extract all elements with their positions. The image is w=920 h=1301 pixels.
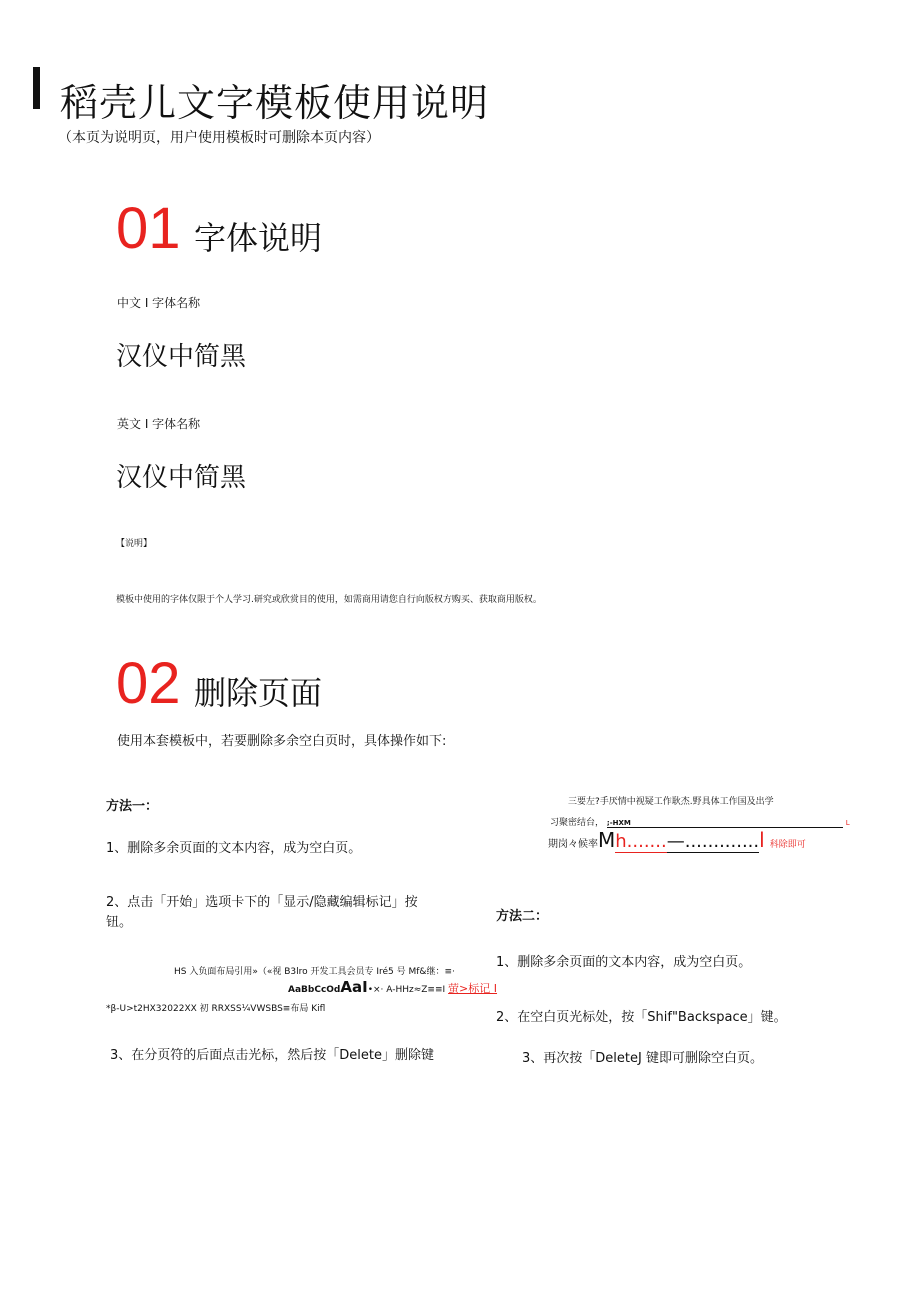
ribbon-style-tail: •×· A-HHz≈Z≡≡I [367,985,446,995]
section-2-number: 02 [116,651,181,716]
right-garble-dash: —............. [666,831,760,852]
method-1-step-2-line-1: 2、点击「开始」选项卡下的「显示/隐藏编辑标记」按 [106,895,418,910]
page-title: 稻壳儿文字模板使用说明 [60,81,490,125]
page-subtitle: （本页为说明页，用户使用模板时可删除本页内容） [58,130,380,146]
section-2-intro: 使用本套模板中，若要删除多余空白页时，具体操作如下: [117,734,447,749]
method-2-step-3: 3、再次按「DeleteJ 键即可删除空白页。 [522,1051,763,1066]
right-garble-line-3 [548,828,806,852]
method-1-step-3: 3、在分页符的后面点击光标，然后按「Delete」删除键 [110,1048,434,1063]
right-garble-code: ;-HXM [607,819,843,828]
ribbon-style-sample: AaBbCcOd [288,985,341,995]
method-1-title: 方法一： [106,799,159,814]
right-garble-prefix: 期岗々候率 [548,839,598,850]
en-font-name: 汉仪中简黑 [116,463,247,493]
ribbon-style-big: AaI [340,978,368,996]
cn-font-name: 汉仪中简黑 [116,342,247,372]
right-garble-delete-hint: 科除即可 [769,840,806,850]
right-garble-red: h....... [615,831,667,852]
section-1-heading: 字体说明 [194,219,323,257]
right-garble-line-2 [550,815,850,828]
ribbon-garble-line-3: *β-U>t2HX32022XX 初 RRXSS¼VWSBS≡布局 Kifl [106,1004,326,1014]
right-garble-big-m: M [598,828,616,852]
method-2-step-2-text: 2、在空白页光标处，按「Shif"Backspace」键。 [496,1010,787,1025]
ribbon-show-marks: 萤>标记 I [448,982,498,995]
right-garble-line-2-tail: L [845,819,850,827]
note-text: 模板中使用的字体仅限于个人学习.研究或欣赏目的使用，如需商用请您自行向版权方购买、获取商用版权。 [116,595,542,605]
ribbon-garble-line-1: HS 入负面布局引用»（«视 B3lro 开发工具会员专 Iré5 号 Mf&继：≡· [174,967,455,977]
method-1-step-1: 1、删除多余页面的文本内容，成为空白页。 [106,841,362,856]
method-1-step-2-line-2: 钮。 [106,915,133,930]
method-2-step-1: 1、删除多余页面的文本内容，成为空白页。 [496,955,752,970]
ribbon-garble-line-2 [288,978,497,996]
right-garble-line-2-text: 习聚密结台， [550,818,605,828]
title-accent-bar [33,67,40,109]
right-garble-end: l [759,828,765,852]
method-2-step-2 [496,1006,787,1025]
section-2-heading: 删除页面 [194,674,323,712]
right-garble-line-1: 三要左?手厌情中视疑工作耿杰.野具体工作国及出学 [568,797,774,807]
cn-font-label: 中文 I 字体名称 [117,296,201,310]
method-2-title: 方法二： [496,909,549,924]
section-1-number: 01 [116,196,181,261]
note-label: 【说明】 [116,539,153,549]
en-font-label: 英文 I 字体名称 [117,417,201,431]
